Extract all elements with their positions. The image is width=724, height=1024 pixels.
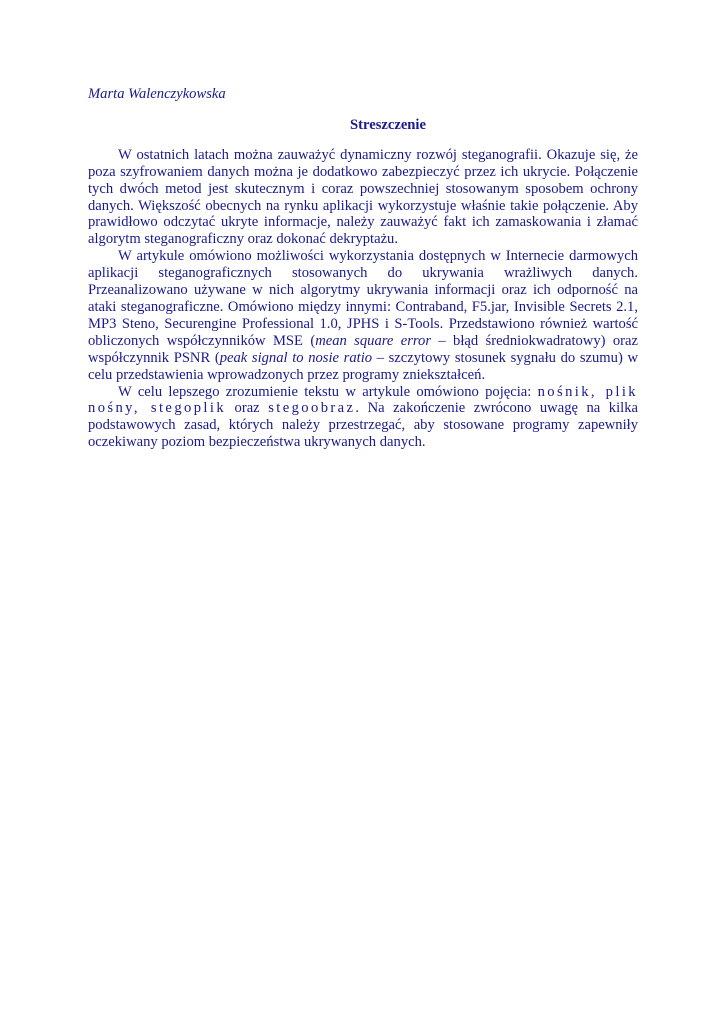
psnr-term: peak signal to nosie ratio [219, 349, 373, 366]
paragraph-text: – szczytowy stosunek sygnału do szumu) w celu przedstawienia wprowadzonych przez programy zniekształceń. [88, 349, 638, 383]
paragraph-text: – błąd średniokwadratowy) oraz współczynnik PSNR ( [88, 332, 638, 366]
spaced-term-stegoobraz: stegoobraz [268, 400, 356, 417]
paragraph-text: oraz [226, 400, 269, 417]
paragraph-text: W artykule omówiono możliwości wykorzystania dostępnych w Internecie darmowych aplikacji steganograficznych stosowanych do ukrywania wrażliwych danych. Przeanalizowano używane w nich algorytmy ukrywania informacji oraz ich odporność na ataki steganograficzne. Omówiono między innymi: Contraband, F5.jar, Invisible Secrets 2.1, MP3 Steno, Securengine Professional 1.0, JPHS i S-Tools. Przedstawiono również wartość obliczonych współczynników MSE ( [88, 248, 638, 349]
paragraph-text: W celu lepszego zrozumienie tekstu w artykule omówiono pojęcia: [118, 383, 538, 400]
spaced-terms: nośnik, plik nośny, stegoplik [88, 383, 638, 417]
abstract-paragraph-3 [88, 384, 638, 452]
abstract-paragraph-1: W ostatnich latach można zauważyć dynamiczny rozwój steganografii. Okazuje się, że poza szyfrowaniem danych można je dodatkowo zabezpieczyć przez ich ukrycie. Połączenie tych dwóch metod jest skutecznym i coraz powszechniej stosowanym sposobem ochrony danych. Większość obecnych na rynku aplikacji wykorzystuje właśnie takie połączenie. Aby prawidłowo odczytać ukryte informacje, należy zauważyć fakt ich zamaskowania i złamać algorytm steganograficzny oraz dokonać dekryptażu. [88, 146, 638, 248]
document-page [88, 82, 638, 451]
abstract-title: Streszczenie [350, 116, 426, 133]
abstract-paragraph-2 [88, 248, 638, 383]
mse-term: mean square error [315, 332, 432, 349]
paragraph-text: . Na zakończenie zwrócono uwagę na kilka podstawowych zasad, których należy przestrzegać, aby stosowane programy zapewniły oczekiwany poziom bezpieczeństwa ukrywanych danych. [88, 400, 638, 451]
author-name: Marta Walenczykowska [88, 86, 226, 102]
